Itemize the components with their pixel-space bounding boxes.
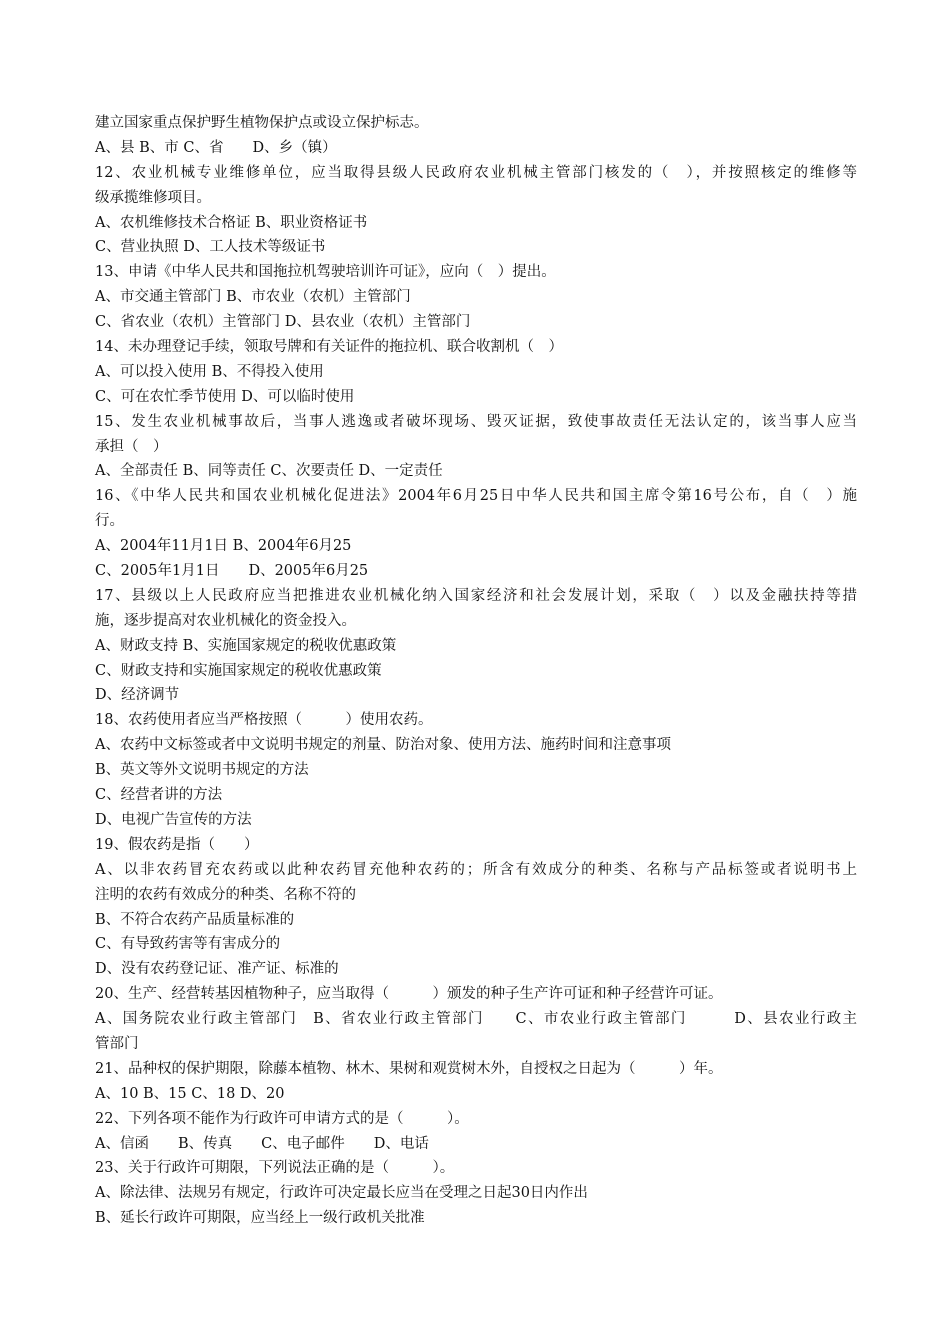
option-line: A、10 B、15 C、18 D、20 xyxy=(95,1085,285,1102)
question-line: 22、下列各项不能作为行政许可申请方式的是（ ）。 xyxy=(95,1110,469,1127)
option-line: C、经营者讲的方法 xyxy=(95,787,223,804)
option-line: C、2005年1月1日 D、2005年6月25 xyxy=(95,563,369,580)
question-line: 20、生产、经营转基因植物种子，应当取得（ ）颁发的种子生产许可证和种子经营许可证。 xyxy=(95,986,723,1003)
option-line: A、农药中文标签或者中文说明书规定的剂量、防治对象、使用方法、施药时间和注意事项 xyxy=(95,737,671,754)
text-line: 管部门 xyxy=(95,1035,139,1052)
option-line: A、可以投入使用 B、不得投入使用 xyxy=(95,363,324,380)
option-line: C、有导致药害等有害成分的 xyxy=(95,936,281,953)
option-line: C、营业执照 D、工人技术等级证书 xyxy=(95,239,326,256)
question-line: 16、《中华人民共和国农业机械化促进法》2004年6月25日中华人民共和国主席令第16号公布，自（ ）施 xyxy=(95,488,857,505)
text-line: 施，逐步提高对农业机械化的资金投入。 xyxy=(95,612,356,629)
question-line: 19、假农药是指（ ） xyxy=(95,836,259,853)
option-line: C、省农业（农机）主管部门 D、县农业（农机）主管部门 xyxy=(95,314,471,331)
question-line: 21、品种权的保护期限，除藤本植物、林木、果树和观赏树木外，自授权之日起为（ ）年。 xyxy=(95,1060,723,1077)
option-line: A、除法律、法规另有规定，行政许可决定最长应当在受理之日起30日内作出 xyxy=(95,1185,588,1202)
option-line: A、县 B、市 C、省 D、乡（镇） xyxy=(95,139,337,156)
text-line: 建立国家重点保护野生植物保护点或设立保护标志。 xyxy=(95,115,429,131)
text-line: 承担（ ） xyxy=(95,438,168,455)
option-line: B、英文等外文说明书规定的方法 xyxy=(95,762,309,779)
option-line: A、2004年11月1日 B、2004年6月25 xyxy=(95,538,352,555)
text-line: 级承揽维修项目。 xyxy=(95,189,211,206)
option-line: D、没有农药登记证、准产证、标准的 xyxy=(95,961,339,978)
question-line: 23、关于行政许可期限，下列说法正确的是（ ）。 xyxy=(95,1160,455,1177)
text-line: 行。 xyxy=(95,513,124,530)
question-line: 13、申请《中华人民共和国拖拉机驾驶培训许可证》，应向（ ）提出。 xyxy=(95,264,556,281)
text-line: 注明的农药有效成分的种类、名称不符的 xyxy=(95,886,356,903)
option-line: C、财政支持和实施国家规定的税收优惠政策 xyxy=(95,662,382,679)
option-line: D、电视广告宣传的方法 xyxy=(95,811,252,828)
document-page xyxy=(95,111,857,1231)
option-line: B、延长行政许可期限，应当经上一级行政机关批准 xyxy=(95,1210,425,1227)
question-line: 15、发生农业机械事故后，当事人逃逸或者破坏现场、毁灭证据，致使事故责任无法认定的，该当事人应当 xyxy=(95,413,857,430)
question-line: 14、未办理登记手续，领取号牌和有关证件的拖拉机、联合收割机（ ） xyxy=(95,339,563,356)
option-line: A、农机维修技术合格证 B、职业资格证书 xyxy=(95,214,368,231)
option-line: D、经济调节 xyxy=(95,687,180,704)
question-line: 12、农业机械专业维修单位，应当取得县级人民政府农业机械主管部门核发的（ ），并按照核定的维修等 xyxy=(95,164,857,181)
option-line: A、国务院农业行政主管部门 B、省农业行政主管部门 C、市农业行政主管部门 D、县农业行政主 xyxy=(95,1011,857,1028)
option-line: A、财政支持 B、实施国家规定的税收优惠政策 xyxy=(95,637,397,654)
question-line: 18、农药使用者应当严格按照（ ）使用农药。 xyxy=(95,712,433,729)
option-line: A、全部责任 B、同等责任 C、次要责任 D、一定责任 xyxy=(95,463,443,480)
option-line: C、可在农忙季节使用 D、可以临时使用 xyxy=(95,388,355,405)
option-line: A、以非农药冒充农药或以此种农药冒充他种农药的；所含有效成分的种类、名称与产品标签或者说明书上 xyxy=(95,861,857,878)
option-line: A、信函 B、传真 C、电子邮件 D、电话 xyxy=(95,1135,429,1152)
option-line: A、市交通主管部门 B、市农业（农机）主管部门 xyxy=(95,289,411,306)
question-line: 17、县级以上人民政府应当把推进农业机械化纳入国家经济和社会发展计划，采取（ ）以及金融扶持等措 xyxy=(95,587,857,604)
option-line: B、不符合农药产品质量标准的 xyxy=(95,911,295,928)
